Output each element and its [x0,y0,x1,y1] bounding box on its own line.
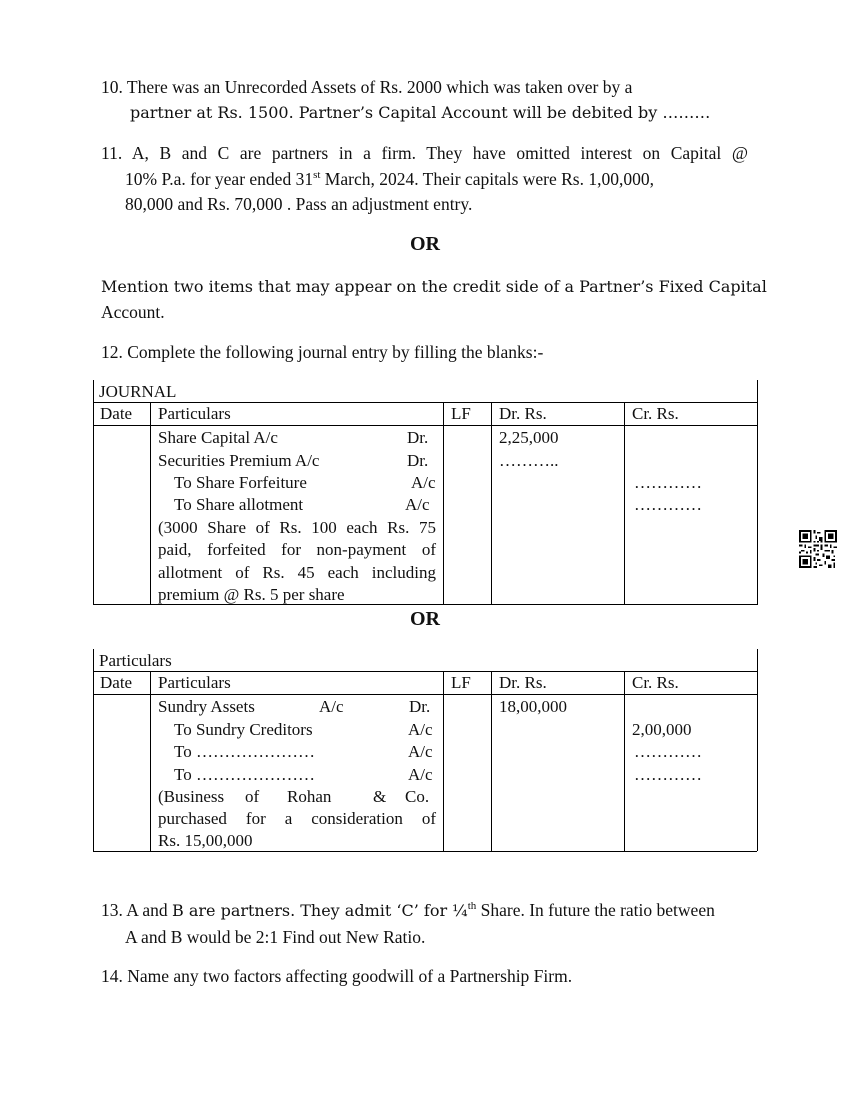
table2-row-cr-amount: ………… [634,765,702,784]
table2-row-dr-cr: A/c [408,720,433,739]
table1-header-particulars: Particulars [158,404,231,423]
table2-header-date: Date [100,673,133,692]
table2-header-divider [93,694,757,695]
q11-line-2-text-b: March, 2024. Their capitals were Rs. 1,00,000, [320,169,654,189]
table1-header-divider [93,425,757,426]
table2-col-divider [624,671,625,851]
q14-line-1: 14. Name any two factors affecting goodwill of a Partnership Firm. [101,966,573,986]
table2-row-dr-cr: A/c [408,742,433,761]
qr-code-icon [799,530,837,568]
q11-line-2 [125,169,748,190]
table1-row-cr-amount: ………… [634,495,702,514]
table1-row-account: Share Capital A/c [158,428,278,447]
q13-line-2: A and B would be 2:1 Find out New Ratio. [125,927,426,947]
table2-narration-word: of [245,787,260,806]
q13-line-1-text-b: B are partners. They admit ‘C’ for ¼ [171,901,468,920]
table1-row-dr-cr: A/c [411,473,436,492]
q12-intro: 12. Complete the following journal entry by filling the blanks:- [101,342,544,362]
table2-row-ac: A/c [319,697,344,716]
table1-header-date: Date [100,404,133,423]
table1-row-dr-cr: A/c [405,495,430,514]
q10-line-2: partner at Rs. 1500. Partner’s Capital Account will be debited by ……… [130,103,711,122]
table1-header-lf: LF [451,404,471,423]
table1-caption-divider [93,402,757,403]
q13-line-1-text: 13. A and [101,900,172,920]
table2-narration-word: & [373,787,387,806]
table2-row-account: Sundry Assets [158,697,255,716]
table1-row-cr-amount: ………… [634,473,702,492]
table2-caption-divider [93,671,757,672]
table2-border-bottom [93,851,757,852]
table1-row-dr-amount: ……….. [499,451,559,470]
table2-row-account: To Sundry Creditors [174,720,313,739]
table1-row-dr-cr: Dr. [407,451,429,470]
table1-col-divider [624,402,625,604]
table2-header-cr: Cr. Rs. [632,673,679,692]
table1-col-divider [443,402,444,604]
table2-row-dr-amount: 18,00,000 [499,697,567,716]
table2-row-cr-amount: ………… [634,742,702,761]
q13-line-1-text-c: Share. In future the ratio between [476,900,715,920]
table2-border-left [93,649,94,851]
table2-row-dr-cr: A/c [408,765,433,784]
table2-narration-line: Rs. 15,00,000 [158,831,253,850]
table1-col-divider [150,402,151,604]
q11-alt-line-1: Mention two items that may appear on the credit side of a Partner’s Fixed Capital [101,277,767,296]
table1-row-dr-amount: 2,25,000 [499,428,559,447]
table1-header-cr: Cr. Rs. [632,404,679,423]
q11-line-3: 80,000 and Rs. 70,000 . Pass an adjustment entry. [125,194,473,214]
table1-border-right [757,380,758,605]
q11-line-2-text: 10% P.a. for year ended 31 [125,169,314,189]
table1-narration-line: (3000 Share of Rs. 100 each Rs. 75 [158,518,436,537]
table2-row-dr-cr: Dr. [409,697,431,716]
table2-row-account: To ………………… [174,742,315,761]
table1-row-account: To Share allotment [174,495,304,514]
table2-col-divider [150,671,151,851]
table2-narration-word: (Business [158,787,225,806]
table1-col-divider [491,402,492,604]
table1-border-left [93,380,94,605]
table1-narration-line: premium @ Rs. 5 per share [158,585,345,604]
table2-caption: Particulars [99,651,172,670]
table2-col-divider [491,671,492,851]
table1-caption: JOURNAL [99,382,177,401]
table2-border-right [757,649,758,851]
table2-header-lf: LF [451,673,471,692]
superscript-th: th [467,900,477,913]
q10-line-1: 10. There was an Unrecorded Assets of Rs. 2000 which was taken over by a [101,77,633,97]
table1-narration-line: paid, forfeited for non-payment of [158,540,436,559]
table1-row-account: To Share Forfeiture [174,473,307,492]
table2-narration-line: purchased for a consideration of [158,809,436,828]
table2-header-particulars: Particulars [158,673,231,692]
table2-row-cr-amount: 2,00,000 [632,720,692,739]
q11-line-1: 11. A, B and C are partners in a firm. They have omitted interest on Capital @ [101,143,748,163]
table1-header-dr: Dr. Rs. [499,404,547,423]
q13-line-1 [101,900,748,921]
table2-narration-word: Rohan [287,787,332,806]
table1-narration-line: allotment of Rs. 45 each including [158,563,436,582]
q11-alt-line-2: Account. [101,302,165,322]
table2-col-divider [443,671,444,851]
table2-row-account: To ………………… [174,765,315,784]
or-label-2: OR [410,608,440,630]
table2-narration-word: Co. [405,787,430,806]
superscript-st: st [313,169,321,182]
or-label-1: OR [410,233,440,255]
table1-row-dr-cr: Dr. [407,428,429,447]
table1-row-account: Securities Premium A/c [158,451,320,470]
table2-header-dr: Dr. Rs. [499,673,547,692]
